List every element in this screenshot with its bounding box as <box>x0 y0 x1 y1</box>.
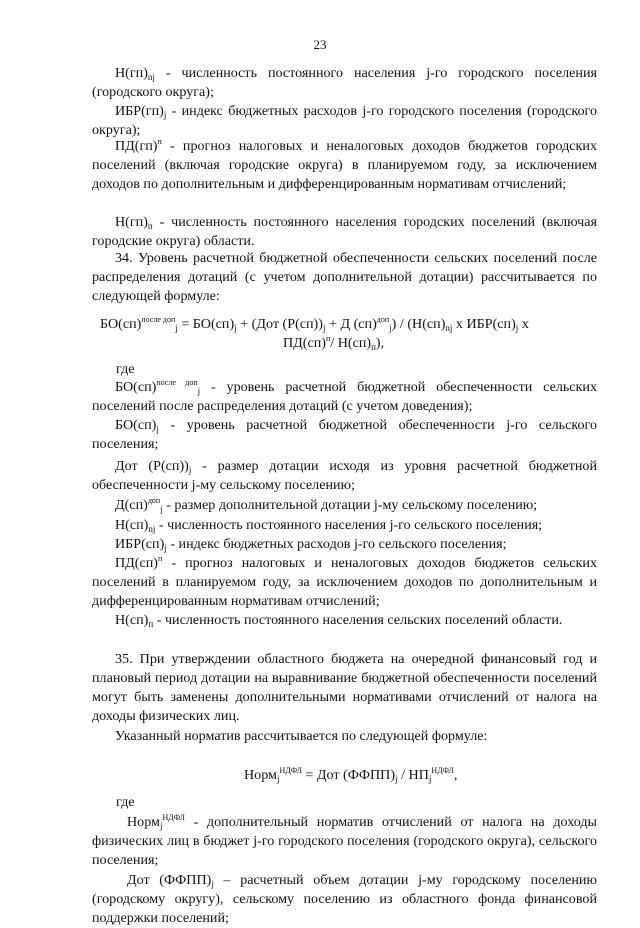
definition-text: - численность постоянного населения j-го городского поселения (городского округа); <box>92 65 597 100</box>
definition-text: - численность постоянного населения j-го сельского поселения; <box>155 517 543 533</box>
subscript: j <box>322 323 326 333</box>
subscript: j <box>160 504 163 514</box>
symbol: ИБР(гп) <box>115 103 164 119</box>
symbol: ИБР(сп) <box>115 536 165 552</box>
subscript: j <box>164 543 167 553</box>
definition-text: - уровень расчетной бюджетной обеспеченности сельских поселений после распределения дотаций (с учетом доведения); <box>92 379 597 414</box>
subscript: п <box>147 221 153 231</box>
definition-paragraph <box>92 102 597 140</box>
definition-paragraph <box>92 516 597 535</box>
subscript: j <box>156 424 159 434</box>
symbol: БО(сп) <box>115 379 157 395</box>
superscript: доп <box>376 315 390 324</box>
definition-text: - индекс бюджетных расходов j-го сельского поселения; <box>166 536 507 552</box>
symbol: Н(сп) <box>115 517 149 533</box>
definition-text: - прогноз налоговых и неналоговых доходов бюджетов сельских поселений в планируемом году, за исключением доходов по дополнительным и дифференцированным нормативам отчислений; <box>92 555 597 609</box>
formula-term: ) / (Н(сп) <box>391 316 446 332</box>
symbol: Дот (Р(сп)) <box>115 458 189 474</box>
formula-term: БО(сп) <box>100 316 142 332</box>
superscript: НДФЛ <box>431 766 454 775</box>
definition-paragraph <box>92 213 597 251</box>
paragraph-35 <box>92 650 597 726</box>
definition-paragraph <box>92 137 597 194</box>
symbol: Н(гп) <box>115 65 148 81</box>
superscript: п <box>157 554 163 563</box>
formula-term: Норм <box>244 767 277 783</box>
definition-paragraph <box>92 457 597 495</box>
definition-paragraph <box>92 378 597 416</box>
formula-term: х <box>518 316 529 332</box>
subscript: j <box>276 774 280 784</box>
paragraph-34 <box>92 249 597 306</box>
superscript: НДФЛ <box>162 813 185 822</box>
superscript: НДФЛ <box>279 766 302 775</box>
subscript: j <box>515 323 519 333</box>
definition-paragraph <box>92 611 597 630</box>
definition-text: - размер дополнительной дотации j-му сельскому поселению; <box>162 497 538 513</box>
definition-text: - дополнительный норматив отчислений от налога на доходы физических лиц в бюджет j-го городского поселения (городского округа), сельского поселения; <box>92 814 597 868</box>
superscript: доп <box>147 496 161 505</box>
symbol: Дот (ФФПП) <box>127 872 212 888</box>
definition-paragraph <box>92 496 597 515</box>
formula-line-1 <box>100 315 529 334</box>
symbol: БО(сп) <box>115 417 157 433</box>
formula-term: / Н(сп) <box>330 335 372 351</box>
where-label: где <box>116 794 135 810</box>
symbol: Н(гп) <box>115 214 148 230</box>
formula-intro <box>92 727 597 746</box>
symbol: ПД(сп) <box>115 555 158 571</box>
subscript: nj <box>148 524 156 534</box>
definition-paragraph <box>92 554 597 611</box>
definition-text: - размер дотации исходя из уровня расчетной бюджетной обеспеченности j-му сельскому поселению; <box>92 458 597 493</box>
symbol: ПД(гп) <box>115 138 158 154</box>
page-number: 23 <box>313 37 327 52</box>
formula-term: / НП <box>397 767 429 783</box>
formula-term: + (Дот (Р(сп)) <box>236 316 323 332</box>
subscript: п <box>371 342 376 352</box>
formula-term: = Дот (ФФПП) <box>301 767 396 783</box>
subscript: nj <box>147 72 155 82</box>
superscript: после доп <box>141 315 176 324</box>
paragraph-text: 35. При утверждении областного бюджета на очередной финансовый год и плановый период дотации на выравнивание бюджетной обеспеченности поселений могут быть заменены дополнительными нормативами отчислений от налога на доходы физических лиц. <box>92 651 597 724</box>
formula-term: ПД(сп) <box>283 335 326 351</box>
subscript: j <box>428 774 432 784</box>
subscript: j <box>188 465 192 475</box>
subscript: j <box>163 110 167 120</box>
definition-text: - численность постоянного населения сельских поселений области. <box>153 612 563 628</box>
symbol: Н(сп) <box>115 612 149 628</box>
definition-text: - численность постоянного населения городских поселений (включая городские округа) области. <box>92 214 597 249</box>
subscript: j <box>211 879 214 889</box>
definition-text: - индекс бюджетных расходов j-го городского поселения (городского округа); <box>92 103 597 138</box>
definition-text: - прогноз налоговых и неналоговых доходов бюджетов городских поселений (включая городские округа) в планируемом году, за исключением доходов по дополнительным и дифференцированным нормативам отчислений; <box>92 138 597 192</box>
definition-paragraph <box>92 535 597 554</box>
definition-paragraph <box>92 871 597 928</box>
formula-term: + Д (сп) <box>325 316 377 332</box>
formula-term: = БО(сп) <box>177 316 235 332</box>
paragraph-text: 34. Уровень расчетной бюджетной обеспеченности сельских поселений после распределения дотаций (с учетом дополнительной дотации) рассчитывается по следующей формуле: <box>92 250 597 304</box>
where-label: где <box>116 361 135 377</box>
subscript: j <box>175 323 178 333</box>
superscript: п <box>325 334 331 343</box>
subscript: j <box>395 774 398 784</box>
paragraph-text: Указанный норматив рассчитывается по следующей формуле: <box>115 728 488 744</box>
definition-paragraph <box>92 813 597 870</box>
superscript: после доп <box>156 378 198 387</box>
definition-paragraph <box>92 64 597 102</box>
superscript: п <box>157 137 162 146</box>
subscript: nj <box>445 323 453 333</box>
definition-text: – расчетный объем дотации j-му городскому поселению (городскому округу), сельскому поселению из областного фонда финансовой поддержки поселений; <box>92 872 597 926</box>
definition-text: - уровень расчетной бюджетной обеспеченности j-го сельского поселения; <box>92 417 597 452</box>
formula-term: , <box>453 767 458 783</box>
formula-norm <box>244 766 457 785</box>
subscript: п <box>148 619 154 629</box>
subscript: j <box>234 323 237 333</box>
subscript: j <box>197 386 201 396</box>
formula-term: ), <box>375 335 385 351</box>
formula-line-2 <box>283 334 384 353</box>
formula-term: х ИБР(сп) <box>452 316 516 332</box>
subscript: j <box>389 323 392 333</box>
symbol: Норм <box>127 814 160 830</box>
subscript: j <box>159 821 163 831</box>
symbol: Д(сп) <box>115 497 148 513</box>
definition-paragraph <box>92 416 597 454</box>
